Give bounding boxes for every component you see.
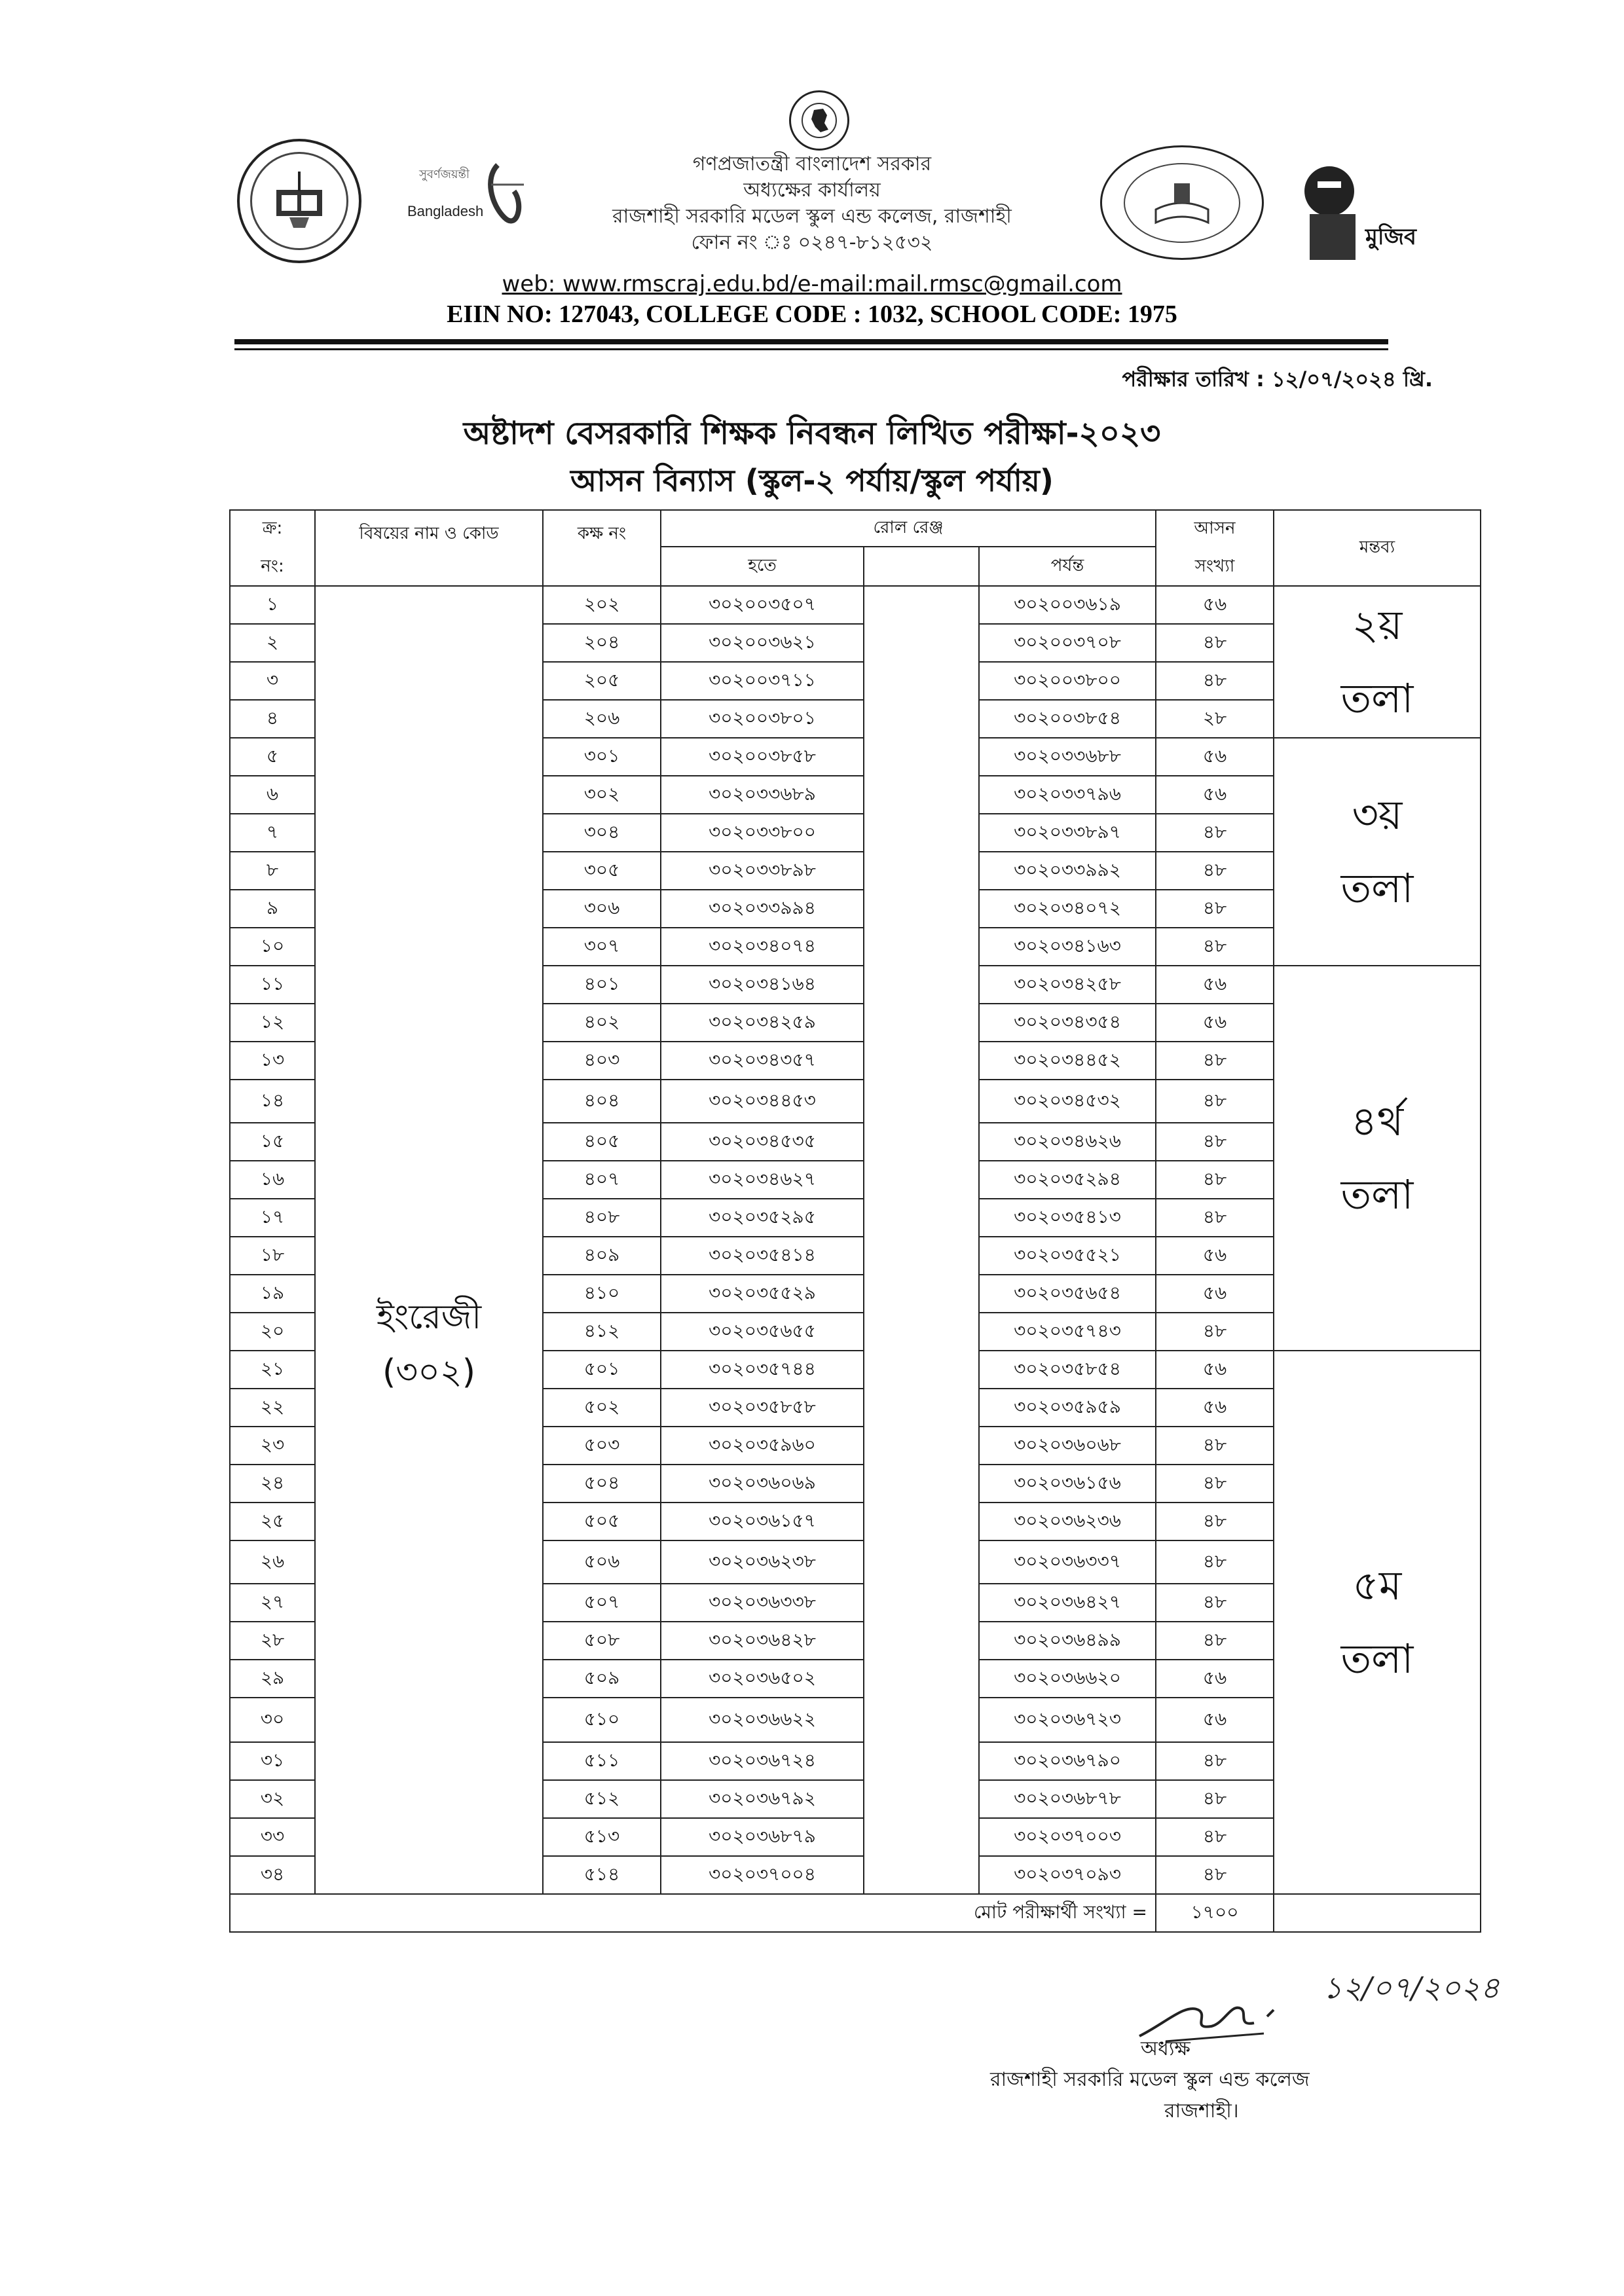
total-value: ১৭০০ [1156,1894,1274,1932]
row-seats: ৪৮ [1156,928,1274,966]
row-seats: ৪৮ [1156,1856,1274,1894]
row-room: ২০৪ [543,624,661,662]
row-roll-to: ৩০২০০৩৮৫৪ [979,700,1156,738]
phone-number: ফোন নং ঃ ০২৪৭-৮১২৫৩২ [691,231,933,254]
row-seats: ৫৬ [1156,1660,1274,1698]
row-roll-from: ৩০২০৩৫৬৫৫ [661,1313,864,1351]
row-roll-to: ৩০২০৩৬১৫৬ [979,1465,1156,1503]
table-row [230,586,1481,624]
row-serial: ২৩ [230,1427,315,1465]
row-seats: ৪৮ [1156,1080,1274,1123]
bangladesh-logo-text: Bangladesh [407,203,484,219]
row-serial: ৩১ [230,1742,315,1780]
row-roll-to: ৩০২০৩৫৬৫৪ [979,1275,1156,1313]
row-room: ৪০৩ [543,1042,661,1080]
row-serial: ১১ [230,966,315,1004]
row-seats: ৫৬ [1156,1351,1274,1389]
row-seats: ৪৮ [1156,1780,1274,1818]
row-room: ৫০৫ [543,1503,661,1540]
row-roll-from: ৩০২০৩৫৯৬০ [661,1427,864,1465]
row-roll-to: ৩০২০৩৪৩৫৪ [979,1004,1156,1042]
row-room: ৪০৮ [543,1199,661,1237]
row-seats: ৪৮ [1156,1742,1274,1780]
row-room: ৪০৫ [543,1123,661,1161]
roll-range-gap [864,586,979,1894]
row-room: ৫১৪ [543,1856,661,1894]
row-serial: ২০ [230,1313,315,1351]
signatory-institution: রাজশাহী সরকারি মডেল স্কুল এন্ড কলেজ [990,2068,1310,2091]
row-serial: ৩ [230,662,315,700]
row-room: ৫০৭ [543,1584,661,1622]
row-serial: ১০ [230,928,315,966]
row-seats: ৫৬ [1156,586,1274,624]
row-roll-from: ৩০২০৩৬১৫৭ [661,1503,864,1540]
page-title: অষ্টাদশ বেসরকারি শিক্ষক নিবন্ধন লিখিত পরীক্ষা-২০২৩ [463,415,1161,452]
row-roll-to: ৩০২০৩৫২৯৪ [979,1161,1156,1199]
row-room: ৪০৯ [543,1237,661,1275]
floor-label: তলা [1340,1635,1414,1683]
floor-remark [1274,1351,1481,1894]
row-serial: ৭ [230,814,315,852]
row-roll-to: ৩০২০০৩৭০৮ [979,624,1156,662]
row-serial: ৩৩ [230,1818,315,1856]
room-header: কক্ষ নং [543,510,661,586]
signatory-title: অধ্যক্ষ [1141,2037,1190,2060]
row-roll-from: ৩০২০৩৪৫৩৫ [661,1123,864,1161]
row-roll-to: ৩০২০৩৭০০৩ [979,1818,1156,1856]
row-roll-from: ৩০২০৩৩৮৯৮ [661,852,864,890]
row-roll-to: ৩০২০৩৬০৬৮ [979,1427,1156,1465]
floor-remark [1274,586,1481,738]
website-email: web: www.rmscraj.edu.bd/e-mail:mail.rmsc@gmail.com [502,271,1122,297]
row-seats: ৫৬ [1156,966,1274,1004]
row-room: ৫১০ [543,1698,661,1742]
row-serial: ৮ [230,852,315,890]
floor-number: ৩য় [1352,791,1403,839]
row-seats: ৫৬ [1156,1698,1274,1742]
subject-name: ইংরেজী [376,1298,482,1337]
row-serial: ৫ [230,738,315,776]
row-roll-from: ৩০২০০৩৮৫৮ [661,738,864,776]
to-header: পর্যন্ত [979,547,1156,586]
row-seats: ৪৮ [1156,1199,1274,1237]
subject-code: (৩০২) [382,1353,475,1392]
row-serial: ২৯ [230,1660,315,1698]
row-roll-from: ৩০২০৩৬২৩৮ [661,1540,864,1584]
row-seats: ৪৮ [1156,1503,1274,1540]
row-roll-from: ৩০২০৩৬০৬৯ [661,1465,864,1503]
row-roll-to: ৩০২০৩৪৬২৬ [979,1123,1156,1161]
row-serial: ২ [230,624,315,662]
row-seats: ৪৮ [1156,1123,1274,1161]
row-room: ৩০৭ [543,928,661,966]
row-room: ৩০৪ [543,814,661,852]
floor-remark [1274,966,1481,1351]
floor-label: তলা [1340,864,1414,912]
row-roll-to: ৩০২০০৩৬১৯ [979,586,1156,624]
institution-name: রাজশাহী সরকারি মডেল স্কুল এন্ড কলেজ, রাজশাহী [612,205,1012,228]
row-room: ৫১১ [543,1742,661,1780]
row-roll-from: ৩০২০৩৪৩৫৭ [661,1042,864,1080]
row-roll-to: ৩০২০৩৬৭৯০ [979,1742,1156,1780]
row-seats: ৪৮ [1156,1161,1274,1199]
row-seats: ৪৮ [1156,1540,1274,1584]
row-roll-from: ৩০২০৩৭০০৪ [661,1856,864,1894]
row-roll-to: ৩০২০৩৩৮৯৭ [979,814,1156,852]
row-roll-to: ৩০২০৩৪২৫৮ [979,966,1156,1004]
total-row [230,1894,1481,1932]
row-roll-from: ৩০২০৩৩৮০০ [661,814,864,852]
row-seats: ৫৬ [1156,738,1274,776]
row-room: ৩০৬ [543,890,661,928]
row-roll-to: ৩০২০৩৬৪২৭ [979,1584,1156,1622]
row-serial: ৩৪ [230,1856,315,1894]
row-roll-from: ৩০২০৩৩৬৮৯ [661,776,864,814]
floor-label: তলা [1340,674,1414,722]
row-serial: ১৬ [230,1161,315,1199]
row-serial: ১৩ [230,1042,315,1080]
row-seats: ২৮ [1156,700,1274,738]
row-roll-to: ৩০২০৩৩৭৯৬ [979,776,1156,814]
roll-range-header: রোল রেঞ্জ [661,510,1156,547]
row-serial: ১৫ [230,1123,315,1161]
serial-header [230,510,315,586]
map-emblem-icon [800,101,839,140]
row-roll-to: ৩০২০৩৪০৭২ [979,890,1156,928]
row-serial: ২৬ [230,1540,315,1584]
row-roll-to: ৩০২০৩৫৫২১ [979,1237,1156,1275]
row-roll-from: ৩০২০০৩৬২১ [661,624,864,662]
row-roll-from: ৩০২০০৩৮০১ [661,700,864,738]
serial-header-line1: ক্র: [262,519,283,538]
row-roll-to: ৩০২০৩৪৫৩২ [979,1080,1156,1123]
row-serial: ১২ [230,1004,315,1042]
row-seats: ৪৮ [1156,814,1274,852]
row-room: ৪১২ [543,1313,661,1351]
gov-name: গণপ্রজাতন্ত্রী বাংলাদেশ সরকার [692,153,932,175]
row-seats: ৪৮ [1156,624,1274,662]
row-room: ২০৫ [543,662,661,700]
row-roll-to: ৩০২০৩৬৬২০ [979,1660,1156,1698]
subject-cell [315,586,543,1894]
row-roll-to: ৩০২০৩৫৯৫৯ [979,1389,1156,1427]
row-roll-to: ৩০২০৩৭০৯৩ [979,1856,1156,1894]
row-roll-to: ৩০২০৩৪৪৫২ [979,1042,1156,1080]
row-room: ৫০৮ [543,1622,661,1660]
row-roll-from: ৩০২০৩৫৮৫৮ [661,1389,864,1427]
row-seats: ৫৬ [1156,1237,1274,1275]
row-roll-from: ৩০২০৩৬৬২২ [661,1698,864,1742]
row-serial: ২৫ [230,1503,315,1540]
row-serial: ১৮ [230,1237,315,1275]
row-seats: ৪৮ [1156,890,1274,928]
remarks-header: মন্তব্য [1274,510,1481,586]
row-room: ৩০৫ [543,852,661,890]
row-serial: ২২ [230,1389,315,1427]
row-seats: ৫৬ [1156,1004,1274,1042]
row-roll-from: ৩০২০৩৪৬২৭ [661,1161,864,1199]
bangladesh-emblem-logo [789,90,849,151]
row-roll-to: ৩০২০৩৬৭২৩ [979,1698,1156,1742]
seat-plan-table-wrapper [229,509,1414,1933]
eiin-codes: EIIN NO: 127043, COLLEGE CODE : 1032, SCHOOL CODE: 1975 [447,301,1177,328]
row-serial: ২১ [230,1351,315,1389]
row-seats: ৪৮ [1156,1622,1274,1660]
floor-number: ২য় [1352,601,1403,649]
row-roll-from: ৩০২০৩৬৩৩৮ [661,1584,864,1622]
row-serial: ৪ [230,700,315,738]
row-roll-to: ৩০২০৩৫৪১৩ [979,1199,1156,1237]
row-roll-to: ৩০২০৩৬২৩৬ [979,1503,1156,1540]
row-serial: ১৪ [230,1080,315,1123]
row-seats: ৪৮ [1156,1818,1274,1856]
header-rule-thin [234,348,1388,350]
row-roll-from: ৩০২০৩৪১৬৪ [661,966,864,1004]
row-seats: ৪৮ [1156,1042,1274,1080]
row-roll-to: ৩০২০৩৩৬৮৮ [979,738,1156,776]
row-seats: ৫৬ [1156,776,1274,814]
header-row-1 [230,510,1481,547]
row-serial: ২৭ [230,1584,315,1622]
floor-number: ৫ম [1352,1561,1402,1609]
row-roll-to: ৩০২০৩৩৯৯২ [979,852,1156,890]
row-roll-from: ৩০২০৩৬৮৭৯ [661,1818,864,1856]
row-serial: ৩২ [230,1780,315,1818]
row-room: ৫০২ [543,1389,661,1427]
row-roll-from: ৩০২০৩৬৭৯২ [661,1780,864,1818]
row-roll-to: ৩০২০৩৫৮৫৪ [979,1351,1156,1389]
row-roll-from: ৩০২০৩৪০৭৪ [661,928,864,966]
row-room: ৪০১ [543,966,661,1004]
row-room: ৪১০ [543,1275,661,1313]
row-room: ২০২ [543,586,661,624]
row-room: ৪০২ [543,1004,661,1042]
from-header: হতে [661,547,864,586]
row-room: ৫১৩ [543,1818,661,1856]
row-seats: ৪৮ [1156,852,1274,890]
svg-text:সুবর্ণজয়ন্তী: সুবর্ণজয়ন্তী [419,168,470,181]
total-remarks-empty [1274,1894,1481,1932]
row-roll-from: ৩০২০৩৬৪২৮ [661,1622,864,1660]
total-label: মোট পরীক্ষার্থী সংখ্যা = [230,1894,1156,1932]
row-room: ৪০৭ [543,1161,661,1199]
row-seats: ৪৮ [1156,1465,1274,1503]
row-serial: ৩০ [230,1698,315,1742]
row-roll-to: ৩০২০০৩৮০০ [979,662,1156,700]
row-roll-to: ৩০২০৩৪১৬৩ [979,928,1156,966]
row-seats: ৪৮ [1156,1313,1274,1351]
signature-date: ১২/০৭/২০২৪ [1323,1970,1500,2005]
row-roll-from: ৩০২০৩৪২৫৯ [661,1004,864,1042]
seats-header-line2: সংখ্যা [1194,556,1235,576]
row-roll-from: ৩০২০৩৪৪৫৩ [661,1080,864,1123]
row-roll-from: ৩০২০৩৫৪১৪ [661,1237,864,1275]
row-seats: ৪৮ [1156,1427,1274,1465]
signatory-city: রাজশাহী। [1164,2100,1239,2123]
row-serial: ১৯ [230,1275,315,1313]
row-serial: ৯ [230,890,315,928]
row-seats: ৫৬ [1156,1275,1274,1313]
seats-header-line1: আসন [1194,519,1236,538]
row-roll-to: ৩০২০৩৬৩৩৭ [979,1540,1156,1584]
row-room: ২০৬ [543,700,661,738]
row-room: ৩০২ [543,776,661,814]
row-serial: ২৪ [230,1465,315,1503]
row-roll-to: ৩০২০৩৫৭৪৩ [979,1313,1156,1351]
page-subtitle: আসন বিন্যাস (স্কুল-২ পর্যায়/স্কুল পর্যায়) [570,463,1054,498]
office-name: অধ্যক্ষের কার্যালয় [743,179,881,202]
row-roll-from: ৩০২০০৩৫০৭ [661,586,864,624]
row-seats: ৪৮ [1156,1584,1274,1622]
row-roll-from: ৩০২০৩৫৭৪৪ [661,1351,864,1389]
row-roll-to: ৩০২০৩৬৪৯৯ [979,1622,1156,1660]
row-roll-from: ৩০২০৩৫৫২৯ [661,1275,864,1313]
floor-remark [1274,738,1481,966]
row-serial: ২৮ [230,1622,315,1660]
row-roll-from: ৩০২০৩৬৭২৪ [661,1742,864,1780]
exam-date: পরীক্ষার তারিখ : ১২/০৭/২০২৪ খ্রি. [1122,367,1433,392]
row-room: ৫০৬ [543,1540,661,1584]
mujib-logo-text: মুজিব [1365,224,1416,250]
row-roll-from: ৩০২০৩৩৯৯৪ [661,890,864,928]
row-seats: ৫৬ [1156,1389,1274,1427]
row-room: ৪০৪ [543,1080,661,1123]
seats-header [1156,510,1274,586]
row-roll-from: ৩০২০৩৫২৯৫ [661,1199,864,1237]
floor-label: তলা [1340,1171,1414,1218]
row-roll-from: ৩০২০৩৬৫০২ [661,1660,864,1698]
serial-header-line2: নং: [261,556,284,576]
row-serial: ১৭ [230,1199,315,1237]
floor-number: ৪র্থ [1350,1097,1404,1145]
seat-plan-table [229,509,1481,1933]
range-gap-header [864,547,979,586]
row-seats: ৪৮ [1156,662,1274,700]
row-serial: ১ [230,586,315,624]
row-room: ৫০৯ [543,1660,661,1698]
row-serial: ৬ [230,776,315,814]
row-room: ৫০৪ [543,1465,661,1503]
row-room: ৩০১ [543,738,661,776]
subject-header: বিষয়ের নাম ও কোড [315,510,543,586]
row-room: ৫০৩ [543,1427,661,1465]
header-rule-thick [234,339,1388,344]
row-room: ৫১২ [543,1780,661,1818]
row-room: ৫০১ [543,1351,661,1389]
row-roll-to: ৩০২০৩৬৮৭৮ [979,1780,1156,1818]
row-roll-from: ৩০২০০৩৭১১ [661,662,864,700]
